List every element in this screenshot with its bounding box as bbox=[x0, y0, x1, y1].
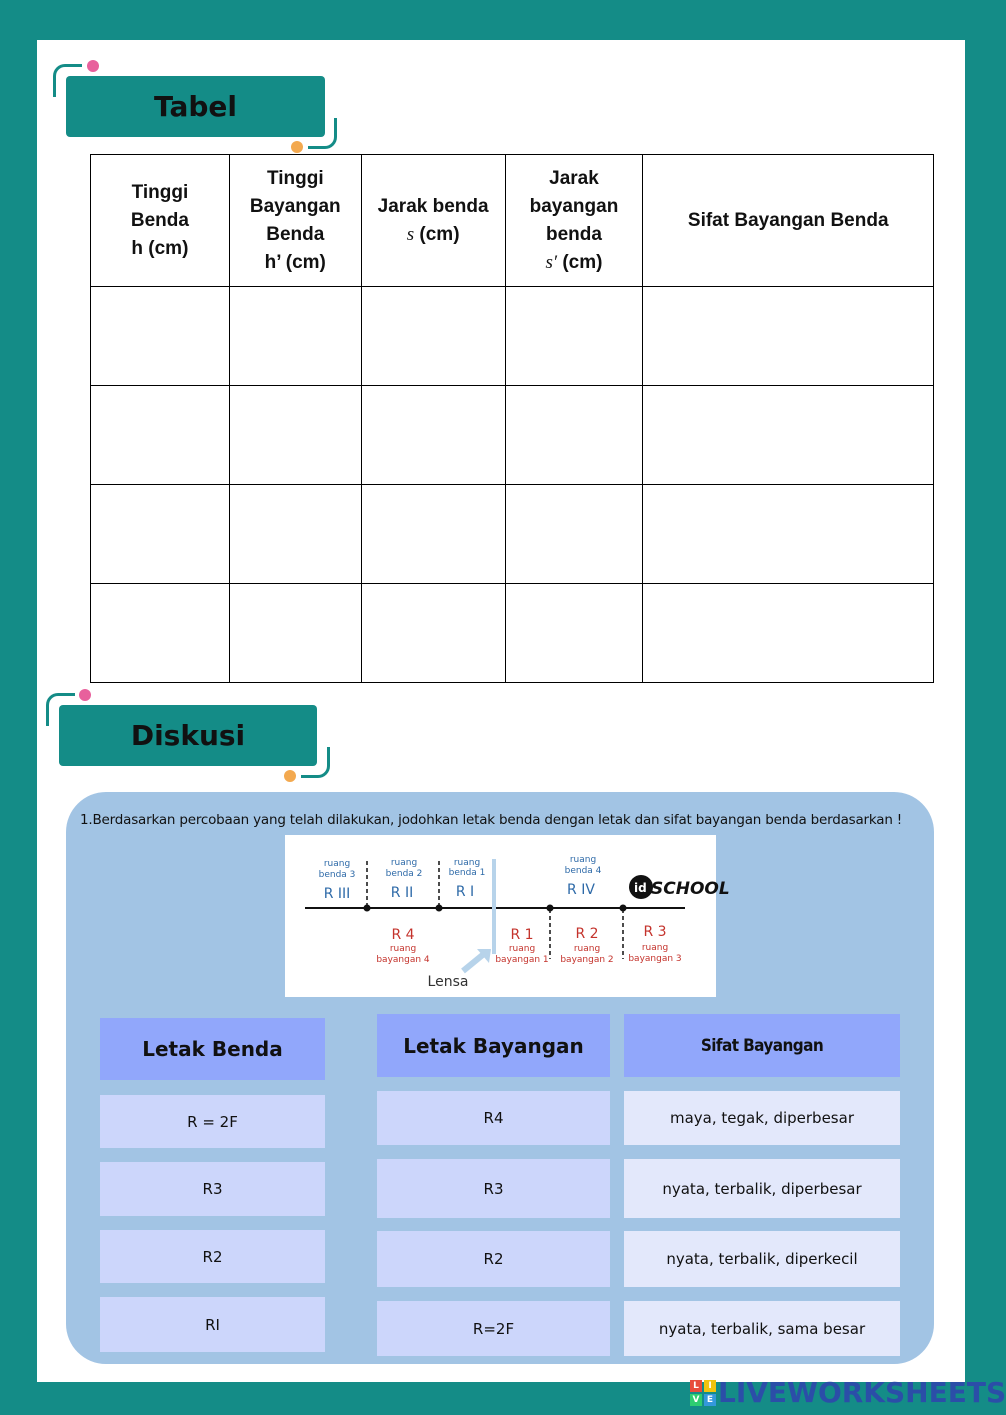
table-cell[interactable] bbox=[229, 287, 361, 386]
image-position-option[interactable]: R=2F bbox=[377, 1301, 610, 1356]
label-ruang-benda-1-b: benda 1 bbox=[448, 868, 486, 878]
logo-block-e: E bbox=[704, 1394, 716, 1406]
lens-pointer-arrow bbox=[463, 953, 485, 971]
focus-point bbox=[364, 905, 371, 912]
label-ruang-bayangan-1-b: bayangan 1 bbox=[495, 955, 549, 965]
table-header-row bbox=[91, 155, 934, 287]
column-header-object-position: Letak Benda bbox=[100, 1018, 325, 1080]
table-row bbox=[91, 485, 934, 584]
object-position-option[interactable]: R3 bbox=[100, 1162, 325, 1216]
table-cell[interactable] bbox=[361, 485, 505, 584]
image-position-option[interactable]: R2 bbox=[377, 1231, 610, 1287]
lens-space-figure bbox=[285, 835, 730, 997]
observation-table bbox=[90, 154, 934, 683]
lens-label: Lensa bbox=[427, 974, 469, 990]
liveworksheets-logo-blocks bbox=[690, 1380, 716, 1406]
label-ruang-bayangan-1-a: ruang bbox=[508, 944, 536, 954]
table-cell[interactable] bbox=[91, 584, 230, 683]
image-property-option[interactable]: nyata, terbalik, diperkecil bbox=[624, 1231, 900, 1287]
focus-point bbox=[620, 905, 627, 912]
logo-block-v: V bbox=[690, 1394, 702, 1406]
liveworksheets-logo bbox=[690, 1376, 1006, 1409]
section-title-discussion: Diskusi bbox=[59, 705, 317, 766]
label-ruang-bayangan-3-b: bayangan 3 bbox=[628, 954, 682, 964]
table-cell[interactable] bbox=[505, 287, 643, 386]
label-ruang-benda-1-a: ruang bbox=[453, 858, 481, 868]
label-r-iv: R IV bbox=[567, 882, 595, 898]
header-corner-decoration bbox=[301, 747, 330, 778]
image-property-option[interactable]: nyata, terbalik, diperbesar bbox=[624, 1159, 900, 1218]
label-r2: R 2 bbox=[575, 926, 599, 942]
label-ruang-benda-3-a: ruang bbox=[323, 859, 351, 869]
label-r-ii: R II bbox=[390, 885, 414, 901]
header-image-distance: Jarak bayangan benda s′ (cm) bbox=[505, 155, 643, 287]
label-r4: R 4 bbox=[391, 927, 415, 943]
question-text: 1.Berdasarkan percobaan yang telah dilakukan, jodohkan letak benda dengan letak dan sifat bayangan benda berdasarkan ! bbox=[80, 812, 903, 828]
object-position-option[interactable]: R = 2F bbox=[100, 1095, 325, 1148]
label-ruang-benda-3-b: benda 3 bbox=[318, 870, 356, 880]
label-ruang-benda-2-a: ruang bbox=[390, 858, 418, 868]
focus-point bbox=[436, 905, 443, 912]
lens-line bbox=[492, 859, 496, 954]
label-r-i: R I bbox=[455, 884, 475, 900]
image-property-option[interactable]: maya, tegak, diperbesar bbox=[624, 1091, 900, 1145]
label-ruang-bayangan-4-a: ruang bbox=[389, 944, 417, 954]
label-r3: R 3 bbox=[643, 924, 667, 940]
header-object-height: Tinggi Benda h (cm) bbox=[91, 155, 230, 287]
header-image-properties: Sifat Bayangan Benda bbox=[643, 155, 934, 287]
label-ruang-bayangan-2-b: bayangan 2 bbox=[560, 955, 614, 965]
table-cell[interactable] bbox=[91, 485, 230, 584]
table-cell[interactable] bbox=[643, 287, 934, 386]
idschool-logo-id: id bbox=[634, 881, 647, 895]
header-corner-decoration bbox=[308, 118, 337, 149]
table-cell[interactable] bbox=[505, 485, 643, 584]
table-cell[interactable] bbox=[229, 485, 361, 584]
table-cell[interactable] bbox=[361, 584, 505, 683]
pink-dot bbox=[87, 60, 99, 72]
table-cell[interactable] bbox=[505, 386, 643, 485]
image-position-option[interactable]: R3 bbox=[377, 1159, 610, 1218]
table-cell[interactable] bbox=[229, 584, 361, 683]
column-header-image-properties: Sifat Bayangan bbox=[624, 1014, 900, 1077]
table-cell[interactable] bbox=[643, 584, 934, 683]
pink-dot bbox=[79, 689, 91, 701]
label-ruang-benda-4-a: ruang bbox=[569, 855, 597, 865]
header-object-distance: Jarak benda s (cm) bbox=[361, 155, 505, 287]
idschool-logo-text: SCHOOL bbox=[651, 879, 730, 899]
label-r1: R 1 bbox=[510, 927, 534, 943]
table-cell[interactable] bbox=[643, 386, 934, 485]
label-ruang-bayangan-3-a: ruang bbox=[641, 943, 669, 953]
label-ruang-bayangan-4-b: bayangan 4 bbox=[376, 955, 430, 965]
label-ruang-bayangan-2-a: ruang bbox=[573, 944, 601, 954]
section-title-table: Tabel bbox=[66, 76, 325, 137]
table-row bbox=[91, 386, 934, 485]
table-cell[interactable] bbox=[361, 386, 505, 485]
orange-dot bbox=[284, 770, 296, 782]
table-cell[interactable] bbox=[643, 485, 934, 584]
table-row bbox=[91, 287, 934, 386]
orange-dot bbox=[291, 141, 303, 153]
object-position-option[interactable]: R2 bbox=[100, 1230, 325, 1283]
table-cell[interactable] bbox=[91, 386, 230, 485]
table-cell[interactable] bbox=[91, 287, 230, 386]
column-header-image-position: Letak Bayangan bbox=[377, 1014, 610, 1077]
image-position-option[interactable]: R4 bbox=[377, 1091, 610, 1145]
logo-block-i: I bbox=[704, 1380, 716, 1392]
object-position-option[interactable]: RI bbox=[100, 1297, 325, 1352]
label-r-iii: R III bbox=[323, 886, 351, 902]
focus-point bbox=[547, 905, 554, 912]
logo-block-l: L bbox=[690, 1380, 702, 1392]
image-property-option[interactable]: nyata, terbalik, sama besar bbox=[624, 1301, 900, 1356]
label-ruang-benda-4-b: benda 4 bbox=[564, 866, 602, 876]
header-image-height: Tinggi Bayangan Benda h’ (cm) bbox=[229, 155, 361, 287]
table-cell[interactable] bbox=[229, 386, 361, 485]
liveworksheets-logo-text: LIVEWORKSHEETS bbox=[718, 1376, 1006, 1409]
table-row bbox=[91, 584, 934, 683]
table-cell[interactable] bbox=[361, 287, 505, 386]
label-ruang-benda-2-b: benda 2 bbox=[385, 869, 423, 879]
table-cell[interactable] bbox=[505, 584, 643, 683]
lens-diagram bbox=[285, 835, 730, 997]
